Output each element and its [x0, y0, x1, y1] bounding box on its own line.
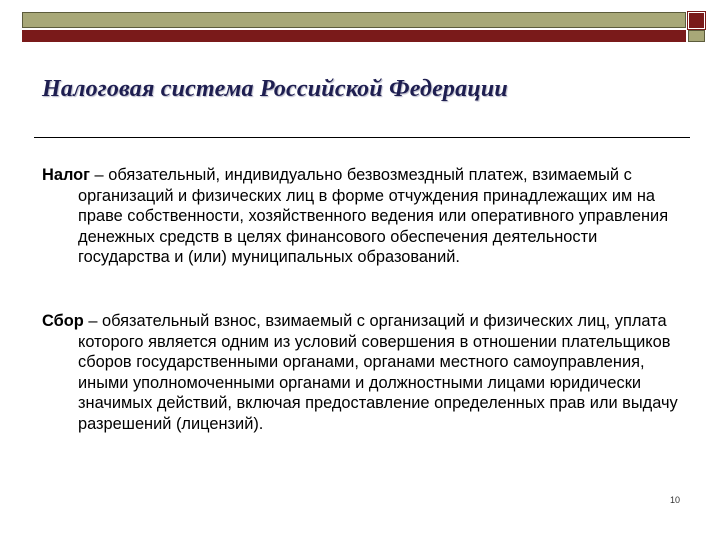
definition-term: Налог — [42, 166, 90, 184]
page-number: 10 — [669, 495, 680, 505]
definition-tax — [42, 165, 682, 268]
definition-paragraph — [42, 165, 682, 268]
definition-text: – обязательный, индивидуально безвозмездный платеж, взимаемый с организаций и физических лиц в форме отчуждения принадлежащих им на праве собственности, хозяйственного ведения или оперативного управления денежных средств в целях финансового обеспечения деятельности государства и (или) муниципальных образований. — [78, 166, 669, 267]
definition-text: – обязательный взнос, взимаемый с организаций и физических лиц, уплата которого является одним из условий совершения в отношении плательщиков сборов государственными органами, органами местного самоуправления, иными уполномоченными органами и должностными лицами юридически значимых действий, включая предоставление определенных прав или выдачу разрешений (лицензий). — [78, 312, 678, 433]
top-decorative-band — [22, 12, 686, 40]
title-divider — [34, 137, 690, 138]
definition-paragraph — [42, 311, 682, 435]
corner-square-red — [688, 12, 705, 29]
definition-fee — [42, 311, 682, 435]
definition-term: Сбор — [42, 312, 84, 330]
red-stripe — [22, 30, 686, 42]
corner-square-olive — [688, 30, 705, 42]
olive-stripe — [22, 12, 686, 28]
slide-title: Налоговая система Российской Федерации — [42, 76, 508, 102]
